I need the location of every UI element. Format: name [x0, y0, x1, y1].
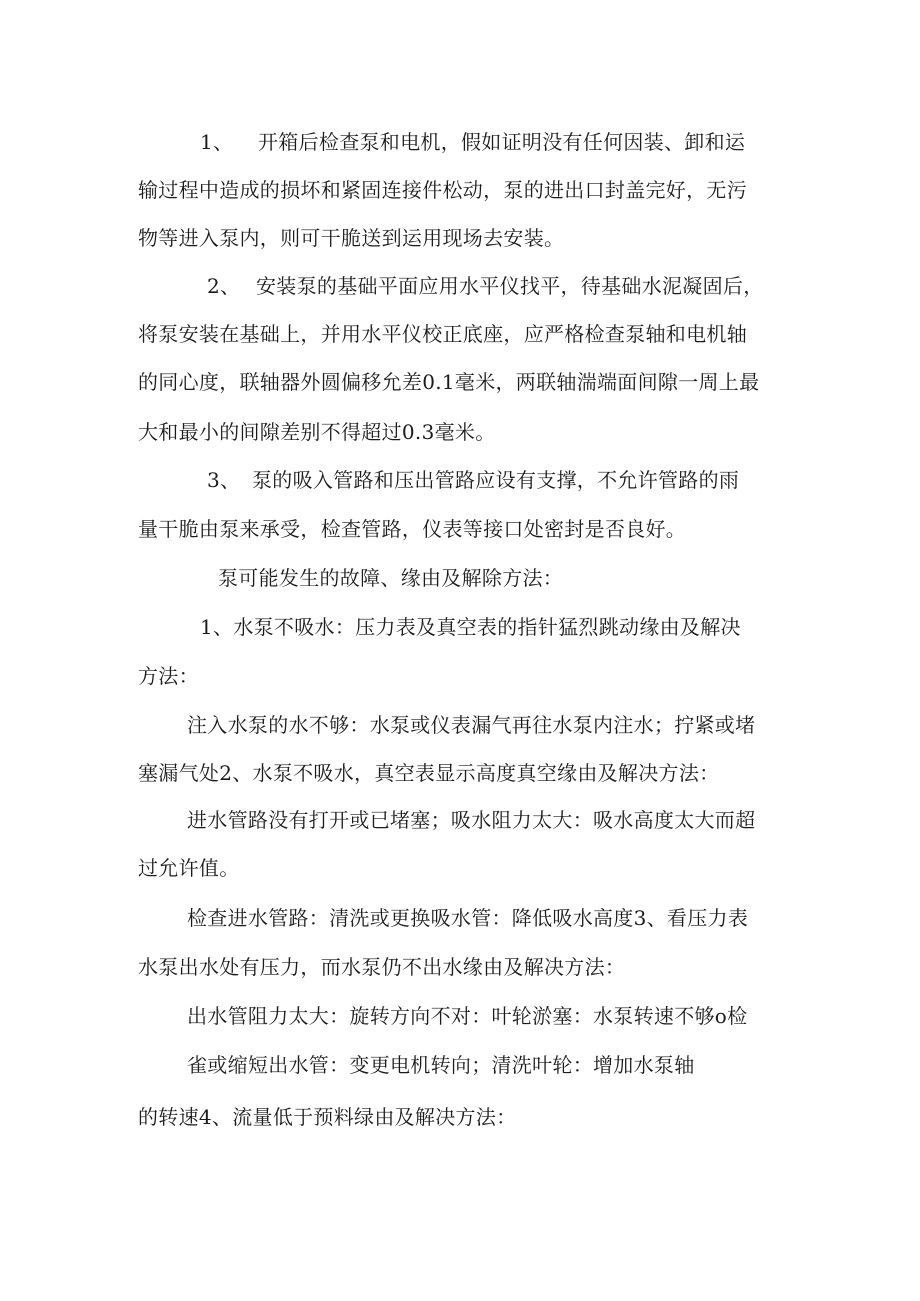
paragraph-3-line-1: 3、 泵的吸入管路和压出管路应设有支撑，不允许管路的雨	[207, 468, 740, 492]
para-e-line-1: 的转速4、流量低于预料绿由及解决方法：	[138, 1105, 517, 1129]
paragraph-2-number: 2、	[207, 274, 241, 298]
para-a-line-2: 塞漏气处2、水泵不吸水，真空表显示高度真空缘由及解决方法：	[138, 761, 720, 785]
para-d-line-2: 雀或缩短出水管：变更电机转向；清洗叶轮：增加水泵轴	[187, 1053, 695, 1077]
paragraph-2-line-3: 的同心度，联轴器外圆偏移允差0.1毫米，两联轴湍端面间隙一周上最	[138, 370, 760, 394]
paragraph-3-line-2: 量干脆由泵来承受，检查管路，仪表等接口处密封是否良好。	[138, 517, 687, 541]
para-b-line-1: 进水管路没有打开或已堵塞；吸水阻力太大：吸水高度太大而超	[187, 808, 756, 832]
paragraph-2-line-2: 将泵安装在基础上，并用水平仪校正底座，应严格检查泵轴和电机轴	[138, 322, 747, 346]
fault-1-line-2: 方法：	[138, 664, 199, 688]
fault-1-line-1: 1、水泵不吸水：压力表及真空表的指针猛烈跳动缘由及解决	[200, 615, 741, 639]
para-b-line-2: 过允许值。	[138, 856, 240, 880]
paragraph-2-line-1: 2、 安装泵的基础平面应用水平仪找平，待基础水泥凝固后，	[207, 274, 764, 298]
para-a-line-1: 注入水泵的水不够：水泵或仪表漏气再往水泵内注水；拧紧或堵	[187, 713, 756, 737]
paragraph-2-line-4: 大和最小的间隙差别不得超过0.3毫米。	[138, 420, 496, 444]
section-heading: 泵可能发生的故障、缘由及解除方法：	[218, 566, 564, 590]
para-c-line-2: 水泵出水处有压力，而水泵仍不出水缘由及解决方法：	[138, 955, 626, 979]
paragraph-1-line-3: 物等进入泵内，则可干脆送到运用现场去安装。	[138, 226, 565, 250]
paragraph-1-line-2: 输过程中造成的损坏和紧固连接件松动，泵的进出口封盖完好，无污	[138, 178, 747, 202]
para-c-line-1: 检查进水管路：清洗或更换吸水管：降低吸水高度3、看压力表	[187, 906, 749, 930]
paragraph-1-line-1: 1、 开箱后检查泵和电机，假如证明没有任何因装、卸和运	[200, 130, 746, 154]
para-d-line-1: 出水管阻力太大：旋转方向不对：叶轮淤塞：水泵转速不够o检	[187, 1004, 748, 1028]
paragraph-1-number: 1、	[200, 130, 234, 154]
paragraph-3-number: 3、	[207, 468, 241, 492]
